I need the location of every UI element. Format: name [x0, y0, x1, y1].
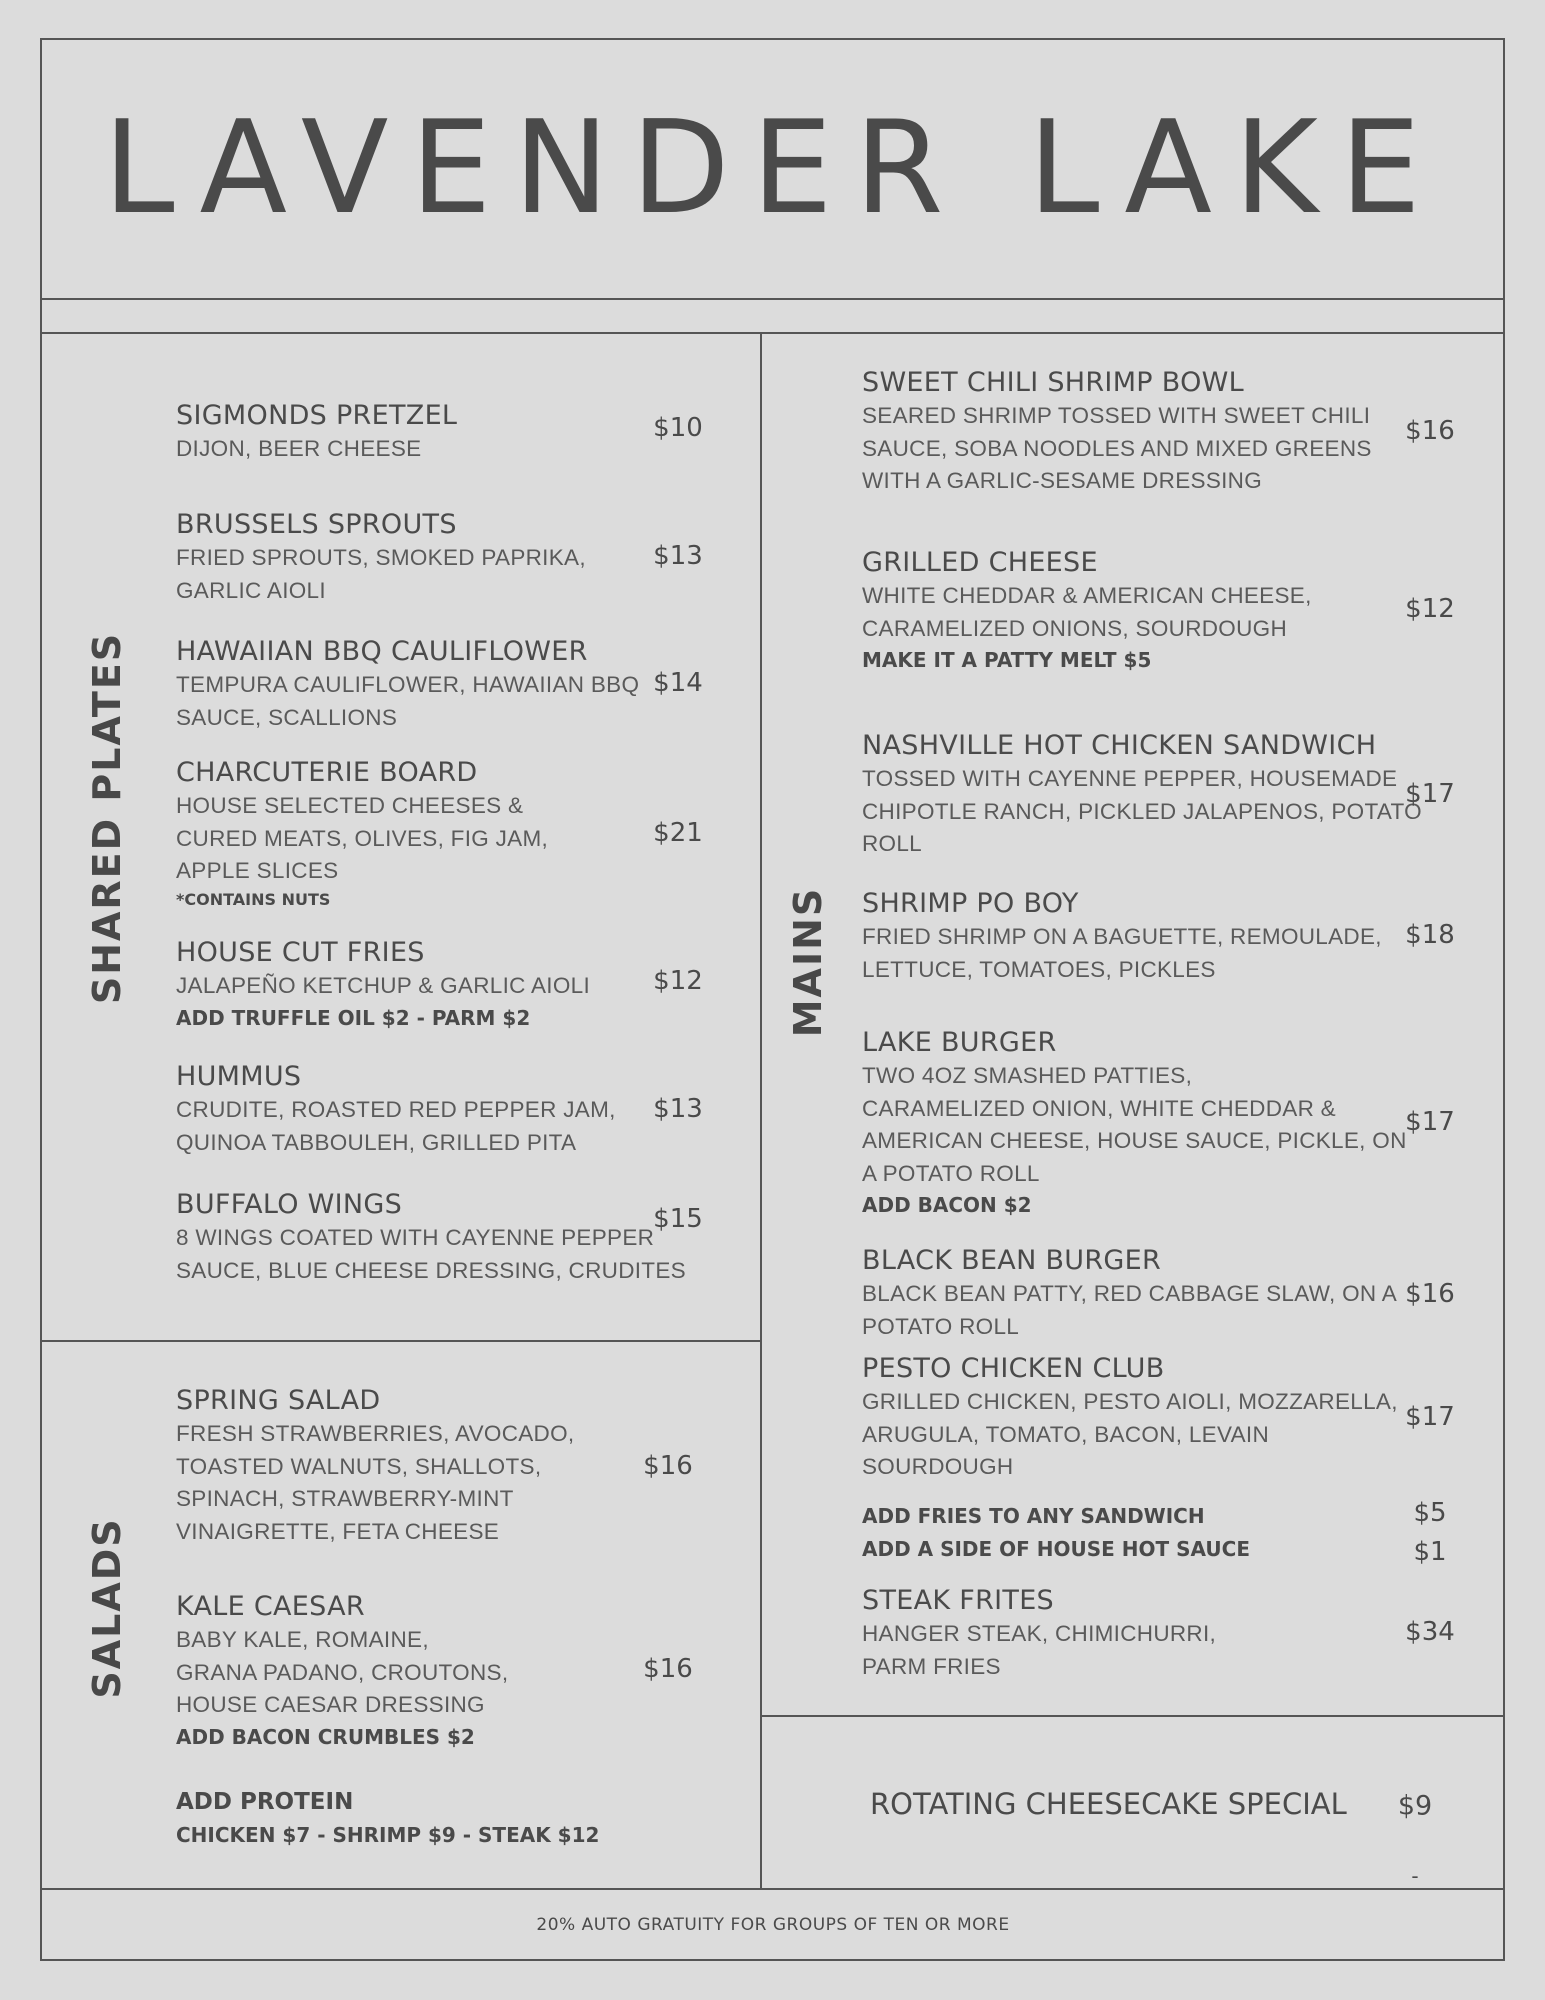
item-description: FRIED SHRIMP ON A BAGUETTE, REMOULADE, LETTUCE, TOMATOES, PICKLES — [862, 924, 1382, 982]
item-description: BABY KALE, ROMAINE, GRANA PADANO, CROUTONS, HOUSE CAESAR DRESSING — [176, 1627, 509, 1717]
item-description: FRESH STRAWBERRIES, AVOCADO, TOASTED WALNUTS, SHALLOTS, SPINACH, STRAWBERRY-MINT VINAIGRETTE, FETA CHEESE — [176, 1421, 575, 1544]
item-price: $12 — [1405, 594, 1455, 624]
menu-item — [176, 1060, 616, 1159]
item-note: ADD BACON $2 — [862, 1193, 1032, 1217]
item-name: KALE CAESAR — [176, 1591, 365, 1622]
column-divider — [760, 334, 762, 1890]
item-name: BLACK BEAN BURGER — [862, 1245, 1162, 1276]
item-price: $17 — [1405, 779, 1455, 809]
item-note: *CONTAINS NUTS — [176, 889, 331, 909]
dessert-name: ROTATING CHEESECAKE SPECIAL — [870, 1787, 1347, 1821]
menu-item — [176, 756, 548, 912]
menu-item — [862, 1584, 1216, 1683]
dessert-trailing-mark: - — [1411, 1864, 1419, 1888]
item-description: GRILLED CHICKEN, PESTO AIOLI, MOZZARELLA, ARUGULA, TOMATO, BACON, LEVAIN SOURDOUGH — [862, 1389, 1398, 1479]
section-label-mains: MAINS — [786, 886, 830, 1038]
addon-fries-label: ADD FRIES TO ANY SANDWICH — [862, 1504, 1205, 1528]
mains-dessert-divider — [762, 1715, 1503, 1717]
item-price: $16 — [1405, 1279, 1455, 1309]
menu-item — [862, 546, 1312, 676]
item-note: ADD BACON CRUMBLES $2 — [176, 1724, 475, 1749]
item-description: TEMPURA CAULIFLOWER, HAWAIIAN BBQ SAUCE, SCALLIONS — [176, 672, 640, 730]
header-divider-top — [42, 298, 1503, 300]
section-label-salads: SALADS — [85, 1517, 129, 1699]
menu-item — [862, 729, 1422, 861]
item-description: CRUDITE, ROASTED RED PEPPER JAM, QUINOA TABBOULEH, GRILLED PITA — [176, 1097, 616, 1155]
item-name: SIGMONDS PRETZEL — [176, 400, 458, 431]
item-name: LAKE BURGER — [862, 1027, 1057, 1058]
item-name: CHARCUTERIE BOARD — [176, 757, 478, 788]
item-price: $16 — [643, 1654, 693, 1684]
item-name: SHRIMP PO BOY — [862, 888, 1079, 919]
item-note: MAKE IT A PATTY MELT $5 — [862, 648, 1152, 672]
menu-item — [176, 399, 457, 466]
header-divider-bottom — [42, 332, 1503, 334]
item-price: $34 — [1405, 1617, 1455, 1647]
item-description: TOSSED WITH CAYENNE PEPPER, HOUSEMADE CHIPOTLE RANCH, PICKLED JALAPENOS, POTATO ROLL — [862, 766, 1422, 856]
item-name: BUFFALO WINGS — [176, 1189, 403, 1220]
menu-item — [862, 887, 1382, 986]
menu-item — [176, 635, 639, 734]
item-description: TWO 4OZ SMASHED PATTIES, CARAMELIZED ONION, WHITE CHEDDAR & AMERICAN CHEESE, HOUSE SAUCE, PICKLE, ON A POTATO ROLL — [862, 1063, 1407, 1186]
item-price: $13 — [653, 1094, 703, 1124]
menu-item — [176, 936, 590, 1034]
menu-item — [862, 366, 1372, 498]
item-price: $18 — [1405, 920, 1455, 950]
menu-item — [176, 508, 586, 607]
item-name: GRILLED CHEESE — [862, 547, 1098, 578]
item-note: ADD TRUFFLE OIL $2 - PARM $2 — [176, 1005, 531, 1030]
menu-item — [176, 1188, 686, 1287]
item-name: HUMMUS — [176, 1061, 302, 1092]
item-description: DIJON, BEER CHEESE — [176, 436, 422, 461]
item-price: $15 — [653, 1204, 703, 1234]
section-label-shared-plates: SHARED PLATES — [85, 631, 129, 1005]
item-price: $16 — [643, 1451, 693, 1481]
item-description: HANGER STEAK, CHIMICHURRI, PARM FRIES — [862, 1621, 1217, 1679]
addon-hot-sauce-label: ADD A SIDE OF HOUSE HOT SAUCE — [862, 1537, 1250, 1561]
item-name: BRUSSELS SPROUTS — [176, 509, 457, 540]
item-name: PESTO CHICKEN CLUB — [862, 1353, 1165, 1384]
item-name: SWEET CHILI SHRIMP BOWL — [862, 367, 1244, 398]
menu-item — [176, 1590, 508, 1753]
item-description: JALAPEÑO KETCHUP & GARLIC AIOLI — [176, 973, 591, 998]
addon-fries-price: $5 — [1413, 1498, 1447, 1528]
item-description: FRIED SPROUTS, SMOKED PAPRIKA, GARLIC AIOLI — [176, 545, 586, 603]
item-name: NASHVILLE HOT CHICKEN SANDWICH — [862, 730, 1377, 761]
gratuity-notice: 20% AUTO GRATUITY FOR GROUPS OF TEN OR MORE — [536, 1915, 1010, 1935]
menu-item — [862, 1352, 1398, 1484]
add-protein-title: ADD PROTEIN — [176, 1789, 354, 1815]
menu-item — [862, 1244, 1397, 1343]
item-description: 8 WINGS COATED WITH CAYENNE PEPPER SAUCE, BLUE CHEESE DRESSING, CRUDITES — [176, 1225, 686, 1283]
add-protein-options: CHICKEN $7 - SHRIMP $9 - STEAK $12 — [176, 1823, 600, 1847]
addon-hot-sauce-price: $1 — [1413, 1537, 1447, 1567]
item-name: SPRING SALAD — [176, 1385, 381, 1416]
shared-salads-divider — [42, 1340, 760, 1342]
item-price: $17 — [1405, 1402, 1455, 1432]
menu-item — [176, 1384, 574, 1548]
item-description: BLACK BEAN PATTY, RED CABBAGE SLAW, ON A POTATO ROLL — [862, 1281, 1398, 1339]
item-description: SEARED SHRIMP TOSSED WITH SWEET CHILI SAUCE, SOBA NOODLES AND MIXED GREENS WITH A GARLIC-SESAME DRESSING — [862, 403, 1372, 493]
item-name: STEAK FRITES — [862, 1585, 1054, 1616]
item-price: $13 — [653, 541, 703, 571]
item-name: HAWAIIAN BBQ CAULIFLOWER — [176, 636, 588, 667]
restaurant-title: LAVENDER LAKE — [103, 93, 1443, 243]
item-price: $17 — [1405, 1107, 1455, 1137]
item-description: WHITE CHEDDAR & AMERICAN CHEESE, CARAMELIZED ONIONS, SOURDOUGH — [862, 583, 1312, 641]
item-price: $14 — [653, 668, 703, 698]
item-price: $16 — [1405, 416, 1455, 446]
item-price: $21 — [653, 818, 703, 848]
menu-item — [862, 1026, 1407, 1221]
item-price: $12 — [653, 966, 703, 996]
item-price: $10 — [653, 413, 703, 443]
dessert-price: $9 — [1397, 1790, 1433, 1822]
item-name: HOUSE CUT FRIES — [176, 937, 425, 968]
item-description: HOUSE SELECTED CHEESES & CURED MEATS, OLIVES, FIG JAM, APPLE SLICES — [176, 793, 549, 883]
